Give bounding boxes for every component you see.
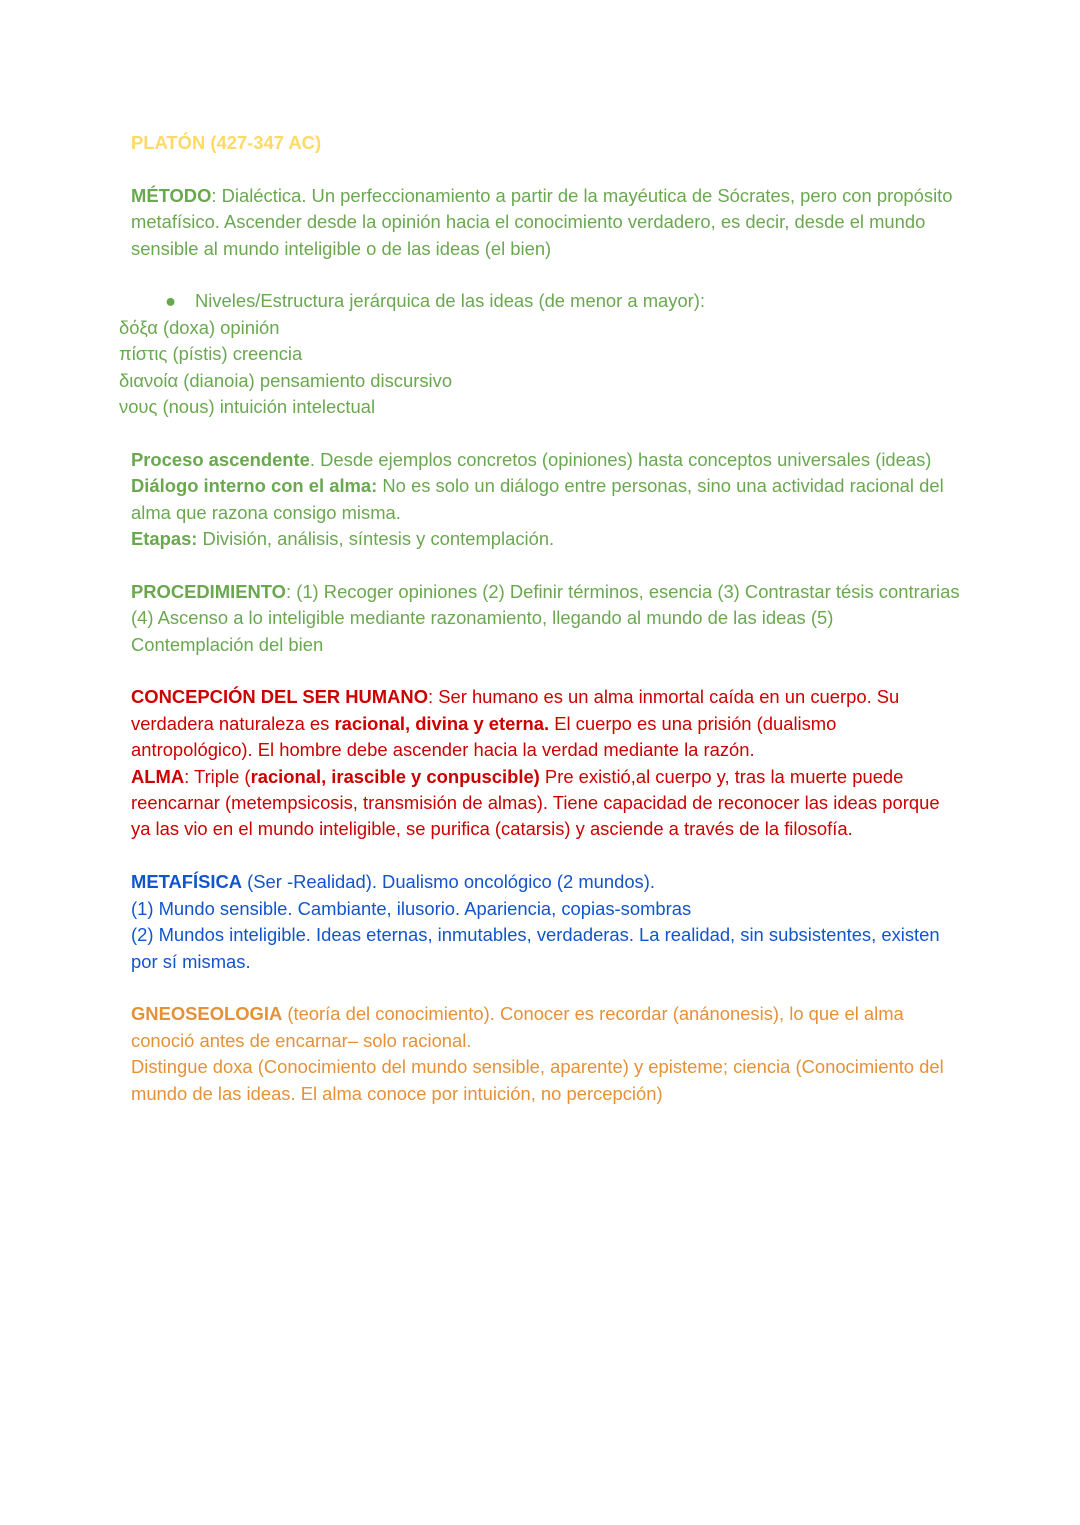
etapas-label: Etapas: <box>131 528 198 550</box>
concepcion-paragraph <box>131 684 961 763</box>
concepcion-bold: racional, divina y eterna. <box>334 712 550 734</box>
concepcion-label: CONCEPCIÓN DEL SER HUMANO <box>131 686 428 708</box>
page-title: PLATÓN (427-347 AC) <box>131 132 322 153</box>
document-content <box>119 130 961 1107</box>
procedimiento-paragraph <box>131 579 961 658</box>
proceso-text: . Desde ejemplos concretos (opiniones) hasta conceptos universales (ideas) <box>309 448 932 470</box>
proceso-paragraph <box>131 447 961 473</box>
metodo-text: : Dialéctica. Un perfeccionamiento a partir de la mayéutica de Sócrates, pero con propósito metafísico. Ascender desde la opinión hacia el conocimiento verdadero, es decir, desde el mundo sensible al mundo inteligible o de las ideas (el bien) <box>131 184 953 259</box>
niveles-bullet-item <box>131 288 961 314</box>
nivel-item-nous: νους (nous) intuición intelectual <box>119 396 376 418</box>
metodo-paragraph <box>131 183 961 262</box>
dialogo-paragraph <box>131 473 961 526</box>
nivel-item-pistis: πίστις (pístis) creencia <box>119 343 303 365</box>
etapas-paragraph <box>131 526 961 552</box>
dialogo-text: No es solo un diálogo entre personas, sino una actividad racional del alma que razona consigo misma. <box>131 475 944 523</box>
dialogo-label: Diálogo interno con el alma: <box>131 475 378 497</box>
procedimiento-text: : (1) Recoger opiniones (2) Definir términos, esencia (3) Contrastar tésis contrarias (4) Ascenso a lo inteligible mediante razonamiento, llegando al mundo de las ideas (5) Contemplación del bien <box>131 580 960 655</box>
bullet-icon: ● <box>165 290 177 312</box>
alma-label: ALMA <box>131 765 185 787</box>
alma-paragraph <box>131 764 961 843</box>
gnoseologia-paragraph <box>131 1001 961 1054</box>
gnoseologia-label: GNEOSEOLOGIA <box>131 1003 283 1025</box>
nivel-item-dianoia: διανοία (dianoia) pensamiento discursivo <box>119 369 453 391</box>
proceso-label: Proceso ascendente <box>131 448 310 470</box>
etapas-text: División, análisis, síntesis y contemplación. <box>197 528 555 550</box>
metafisica-text: (Ser -Realidad). Dualismo oncológico (2 mundos). <box>242 871 655 893</box>
metafisica-paragraph <box>131 869 961 895</box>
alma-text-1: : Triple ( <box>184 765 251 787</box>
mundo-sensible-line: (1) Mundo sensible. Cambiante, ilusorio. Apariencia, copias-sombras <box>131 897 692 919</box>
niveles-heading: Niveles/Estructura jerárquica de las ideas (de menor a mayor): <box>195 290 706 312</box>
alma-text-2: Pre existió,al cuerpo y, tras la muerte puede reencarnar (metempsicosis, transmisión de almas). Tiene capacidad de reconocer las ideas porque ya las vio en el mundo inteligible, se purifica (catarsis) y asciende a través de la filosofía. <box>131 765 940 840</box>
mundo-inteligible-line: (2) Mundos inteligible. Ideas eternas, inmutables, verdaderas. La realidad, sin subsistentes, existen por sí mismas. <box>131 924 940 972</box>
metafisica-label: METAFÍSICA <box>131 871 243 893</box>
concepcion-text-1: : Ser humano es un alma inmortal caída en un cuerpo. Su verdadera naturaleza es <box>131 686 900 734</box>
procedimiento-label: PROCEDIMIENTO <box>131 580 286 602</box>
niveles-list <box>0 315 961 421</box>
alma-bold: racional, irascible y conpuscible) <box>250 765 540 787</box>
distingue-paragraph: Distingue doxa (Conocimiento del mundo sensible, aparente) y episteme; ciencia (Conocimiento del mundo de las ideas. El alma conoce por intuición, no percepción) <box>131 1056 944 1104</box>
concepcion-text-2: El cuerpo es una prisión (dualismo antropológico). El hombre debe ascender hacia la verdad mediante la razón. <box>131 712 837 761</box>
nivel-item-doxa: δόξα (doxa) opinión <box>119 316 280 338</box>
gnoseologia-text: (teoría del conocimiento). Conocer es recordar (anánonesis), lo que el alma conoció antes de encarnar– solo racional. <box>131 1003 904 1051</box>
metodo-label: MÉTODO <box>131 184 212 206</box>
